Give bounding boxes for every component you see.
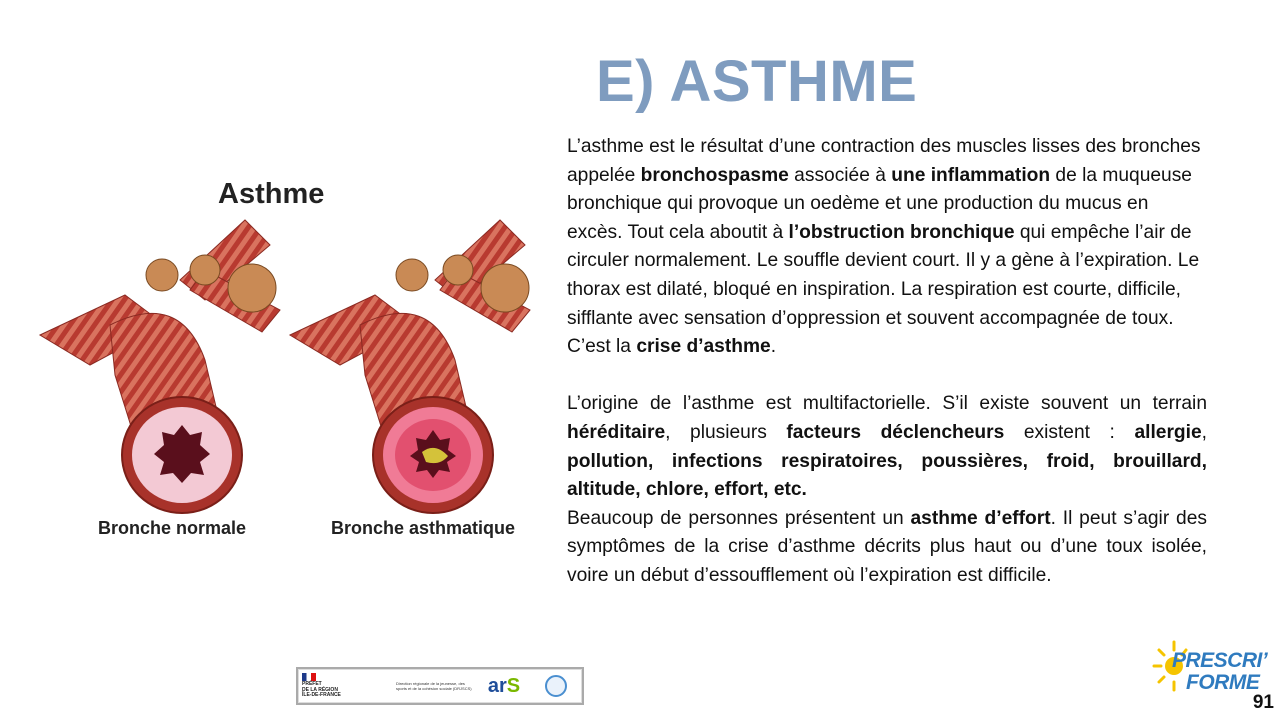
figure-heading: Asthme [218,178,325,210]
asthmatic-bronchus [290,220,530,513]
term-obstruction: l’obstruction bronchique [788,221,1015,243]
text-span: , [1201,421,1207,443]
text-span: Beaucoup de personnes présentent un [567,507,911,529]
ars-text: ar [487,674,507,697]
page-number: 91 [1252,692,1274,713]
term-asthme-effort: asthme d’effort [910,507,1051,529]
text-span: . Il peut s’agir des symptômes de la crise d’asthme décrits plus haut ou d’une toux isolée, voire un début d’essoufflement où l’expiration est difficile. [567,507,1207,586]
text-span: . [770,336,777,358]
caption-asthmatic-bronchus: Bronche asthmatique [331,518,516,538]
prefet-line: DE LA RÉGION [302,686,338,693]
text-span: L’asthme est le résultat d’une contraction des muscles lisses des bronches appelée [567,136,1201,186]
prescriforme-wordmark [1172,650,1267,694]
seal-icon [545,675,567,697]
term-bronchospasme: bronchospasme [640,164,789,186]
term-crise: crise d’asthme [636,336,771,358]
prescri-line-2: FORME [1186,671,1260,694]
body-text [567,133,1207,591]
text-span: de la muqueuse bronchique qui provoque un oedème et une production du mucus en excès. Tout cela aboutit à [567,164,1192,243]
text-span: existent : [1004,421,1135,443]
prefet-line: ÎLE-DE-FRANCE [302,692,341,699]
ars-logo [472,671,536,701]
paragraph-effort [567,505,1207,591]
paragraph-mechanism [567,133,1207,333]
bronchi-svg [30,160,550,550]
text-span: , plusieurs [665,421,787,443]
term-trigger-list: pollution, infections respiratoires, poussières, froid, brouillard, altitude, chlore, effort, etc. [567,450,1207,501]
prescri-line-1: PRESCRI’ [1172,649,1268,672]
prefet-line: PRÉFET [302,681,322,688]
seal-logo [536,671,576,701]
term-allergie: allergie [1134,421,1202,443]
paragraph-origin [567,390,1207,504]
paragraph-crisis [567,333,1207,362]
text-span: L’origine de l’asthme est multifactorielle. S’il existe souvent un terrain [567,393,1207,415]
slide-title: E) ASTHME [596,49,918,114]
normal-bronchus [40,220,280,513]
partner-logos-banner [296,667,584,705]
text-span: associée à [788,164,892,186]
term-facteurs: facteurs déclencheurs [786,421,1005,443]
prefet-logo [302,671,392,701]
text-span: qui empêche l’air de circuler normalement. Le souffle devient court. Il y a gène à l’expiration. Le thorax est dilaté, bloqué en inspiration. La respiration est courte, difficile, sifflante avec sensation d’oppression et souvent accompagnée de toux. [567,221,1200,329]
term-inflammation: une inflammation [891,164,1051,186]
paragraph-gap [567,362,1207,391]
term-hereditaire: héréditaire [567,421,666,443]
ars-text-s: S [506,674,521,697]
caption-normal-bronchus: Bronche normale [98,518,247,538]
drjscs-label: Direction régionale de la jeunesse, des sports et de la cohésion sociale (DRJSCS) [396,681,472,691]
text-span: C’est la [567,336,637,358]
bronchi-illustration [30,160,550,550]
